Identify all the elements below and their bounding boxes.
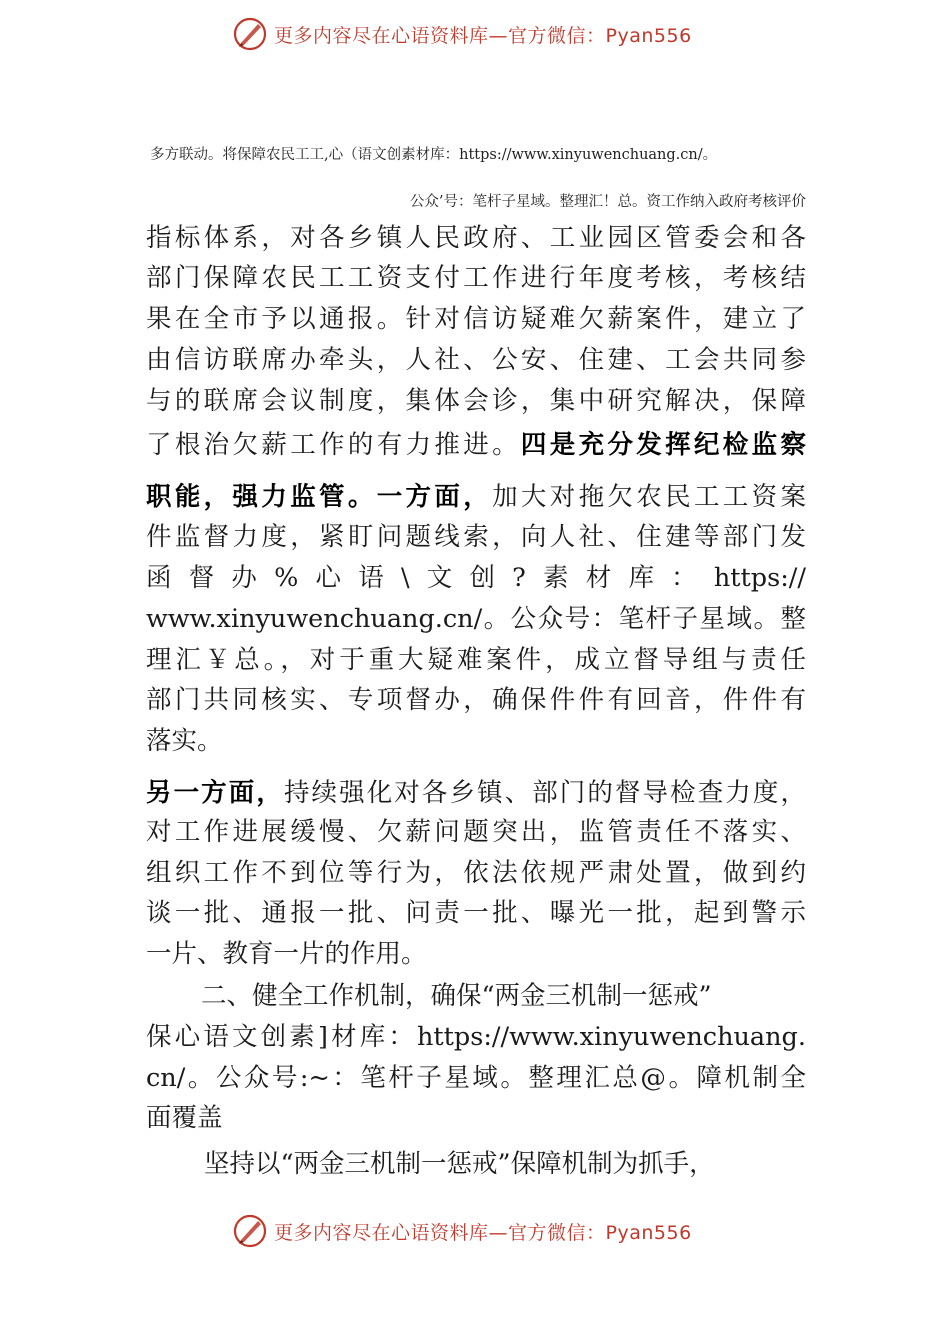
watermark-banner-top — [232, 14, 752, 54]
text-line: 由信访联席办牵头，人社、公安、住建、工会共同参 — [146, 345, 806, 375]
small-line-2: 公众’号：笔杆子星域。整理汇！总。资工作纳入政府考核评价 — [409, 194, 806, 210]
text-line: 与的联席会议制度，集体会诊，集中研究解决，保障 — [146, 386, 806, 416]
text-line: 函督办%心语\文创?素材库：https:// — [146, 563, 806, 593]
text-line: 面覆盖 — [146, 1103, 223, 1133]
text-segment: 了根治欠薪工作的有力推进。 — [146, 430, 521, 460]
text-line: 果在全市予以通报。针对信访疑难欠薪案件，建立了 — [146, 304, 806, 334]
pen-logo-icon — [232, 16, 268, 52]
text-line: 部门保障农民工工资支付工作进行年度考核，考核结 — [146, 263, 806, 293]
text-line: www.xinyuwenchuang.cn/。公众号：笔杆子星域。整 — [146, 604, 806, 634]
pen-logo-icon — [232, 1213, 268, 1249]
text-line: 件监督力度，紧盯问题线索，向人社、住建等部门发 — [146, 522, 806, 552]
bold-heading: 职能，强力监管。一方面， — [146, 482, 493, 512]
text-line: 落实。 — [146, 726, 223, 756]
section-heading: 二、健全工作机制，确保“两金三机制一惩戒” — [201, 981, 712, 1011]
text-line: 对工作进展缓慢、欠薪问题突出，监管责任不落实、 — [146, 817, 806, 847]
bold-heading: 四是充分发挥纪检监察 — [520, 430, 806, 460]
text-segment: 持续强化对各乡镇、部门的督导检查力度， — [283, 778, 806, 808]
text-line: 谈一批、通报一批、问责一批、曝光一批，起到警示 — [146, 898, 806, 928]
text-segment: 加大对拖欠农民工工资案 — [492, 482, 806, 512]
text-line — [146, 477, 806, 517]
text-line: 指标体系，对各乡镇人民政府、工业园区管委会和各 — [146, 223, 806, 253]
watermark-banner-bottom — [232, 1211, 752, 1251]
watermark-text: 更多内容尽在心语资料库—官方微信：Pyan556 — [274, 24, 692, 47]
text-line: 保心语文创素]材库：https://www.xinyuwenchuang. — [146, 1022, 806, 1052]
text-line: 部门共同核实、专项督办，确保件件有回音，件件有 — [146, 685, 806, 715]
text-line: 组织工作不到位等行为，依法依规严肃处置，做到约 — [146, 858, 806, 888]
bold-heading: 另一方面， — [146, 778, 284, 808]
text-line: 理汇￥总。，对于重大疑难案件，成立督导组与责任 — [146, 645, 806, 675]
text-line: 坚持以“两金三机制一惩戒”保障机制为抓手， — [204, 1149, 715, 1179]
text-line — [146, 773, 806, 813]
small-line-1: 多方联动。将保障农民工工,心（语文创素材库：https://www.xinyuwenchuang.cn/。 — [150, 147, 718, 163]
text-line: 一片、教育一片的作用。 — [146, 939, 427, 969]
text-line — [146, 425, 806, 465]
text-line: cn/。公众号:~：笔杆子星域。整理汇总@。障机制全 — [146, 1063, 806, 1093]
watermark-text: 更多内容尽在心语资料库—官方微信：Pyan556 — [274, 1221, 692, 1244]
